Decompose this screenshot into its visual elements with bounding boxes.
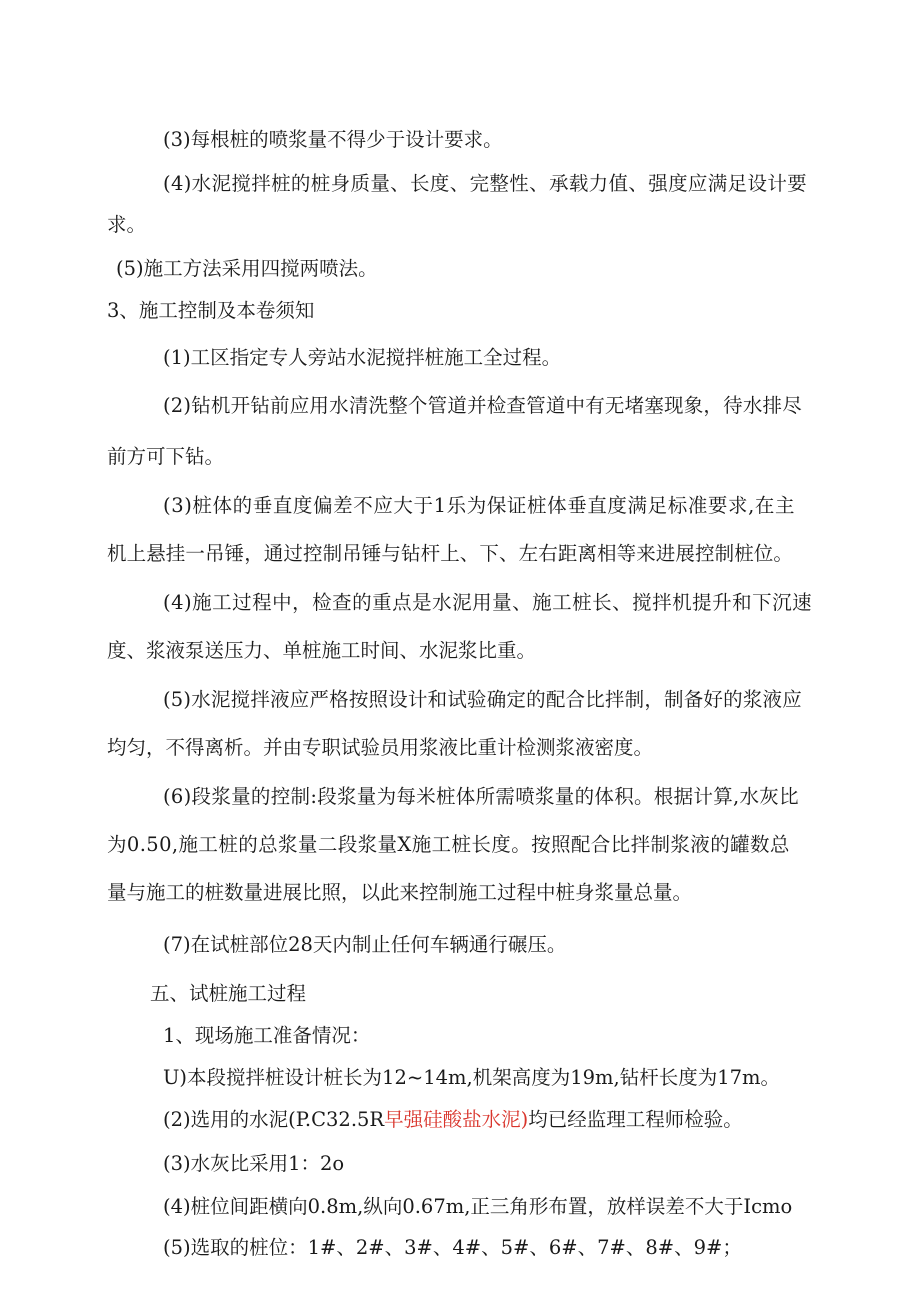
text-line: (4)水泥搅拌桩的桩身质量、长度、完整性、承载力值、强度应满足设计要: [163, 172, 808, 195]
text-line: (7)在试桩部位28天内制止任何车辆通行碾压。: [163, 933, 567, 956]
text-line: (3)桩体的垂直度偏差不应大于1乐为保证桩体垂直度满足标准要求,在主: [163, 494, 796, 517]
text-segment: 均已经监理工程师检验。: [528, 1108, 743, 1131]
text-line: (5)水泥搅拌液应严格按照设计和试验确定的配合比拌制，制备好的浆液应: [163, 688, 802, 711]
text-line: (5)选取的桩位：1#、2#、3#、4#、5#、6#、7#、8#、9#；: [163, 1236, 742, 1259]
text-line: 求。: [107, 213, 147, 236]
text-line: 量与施工的桩数量进展比照，以此来控制施工过程中桩身浆量总量。: [107, 881, 693, 904]
section-heading: 3、施工控制及本卷须知: [107, 299, 315, 322]
text-line: (6)段浆量的控制:段浆量为每米桩体所需喷浆量的体积。根据计算,水灰比: [163, 785, 799, 808]
text-segment: (2)选用的水泥(P.C32.5R: [163, 1108, 385, 1131]
text-line: 机上悬挂一吊锤，通过控制吊锤与钻杆上、下、左右距离相等来进展控制桩位。: [107, 542, 794, 565]
text-line: 前方可下钻。: [107, 445, 225, 468]
text-line: 度、浆液泵送压力、单桩施工时间、水泥浆比重。: [107, 639, 537, 662]
text-line: (4)施工过程中，检查的重点是水泥用量、施工桩长、搅拌机提升和下沉速: [163, 591, 813, 614]
text-line: (4)桩位间距横向0.8m,纵向0.67m,正三角形布置，放样误差不大于Icmo: [163, 1195, 793, 1218]
text-line: (1)工区指定专人旁站水泥搅拌桩施工全过程。: [163, 346, 562, 369]
text-line: 为0.50,施工桩的总浆量二段浆量X施工桩长度。按照配合比拌制浆液的罐数总: [107, 833, 790, 856]
text-line: U)本段搅拌桩设计桩长为12~14m,机架高度为19m,钻杆长度为17m。: [163, 1066, 781, 1089]
text-line: (5)施工方法采用四搅两喷法。: [116, 257, 378, 280]
text-line: [163, 1108, 743, 1132]
subsection-heading: 1、现场施工准备情况：: [163, 1024, 371, 1047]
highlighted-text: 早强硅酸盐水泥): [384, 1108, 529, 1131]
text-line: (2)钻机开钻前应用水清洗整个管道并检查管道中有无堵塞现象，待水排尽: [163, 394, 802, 417]
text-line: (3)每根桩的喷浆量不得少于设计要求。: [163, 128, 503, 151]
section-heading: 五、试桩施工过程: [150, 982, 307, 1005]
text-line: (3)水灰比采用1：2o: [163, 1152, 345, 1175]
text-line: 均匀，不得离析。并由专职试验员用浆液比重计检测浆液密度。: [107, 736, 654, 759]
